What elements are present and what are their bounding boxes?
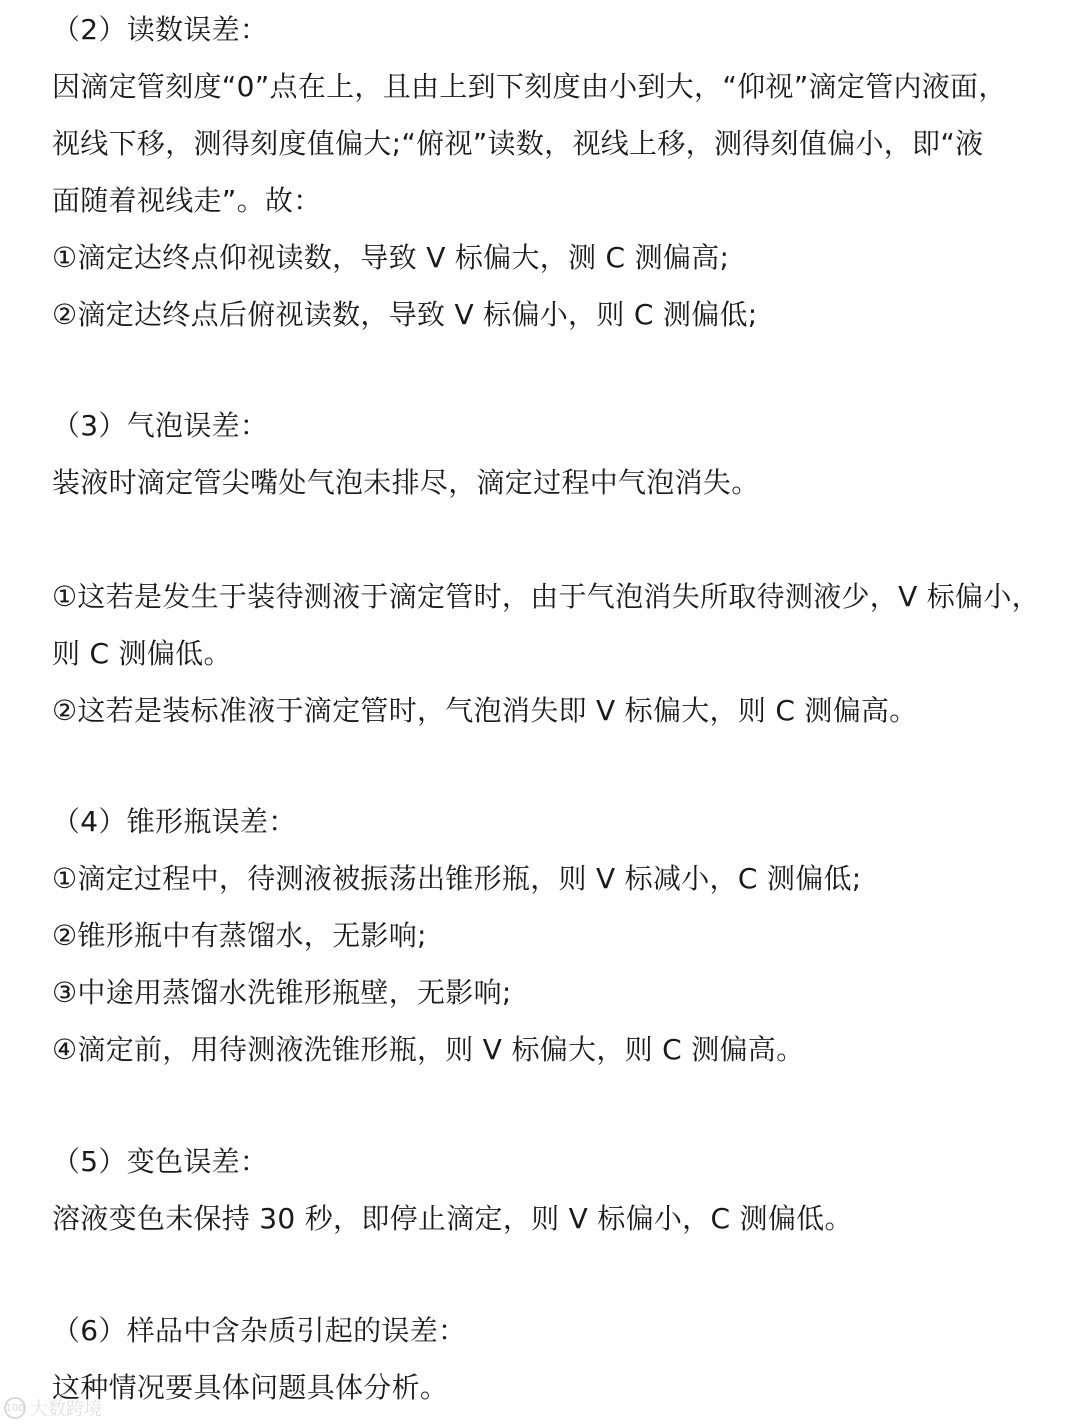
paragraph-line: 视线下移，测得刻度值偏大;“俯视”读数，视线上移，测得刻值偏小，即“液 [52,127,984,160]
list-item: ①这若是发生于装待测液于滴定管时，由于气泡消失所取待测液少，V 标偏小， [52,580,1040,613]
list-item: ②滴定达终点后俯视读数，导致 V 标偏小，则 C 测偏低; [52,298,758,331]
watermark-text: 大数跨境 [30,1399,102,1420]
watermark [4,1395,102,1421]
section-heading-color-change-error: （5）变色误差： [52,1145,269,1178]
section-heading-impurity-error: （6）样品中含杂质引起的误差： [52,1314,467,1347]
list-item: ②这若是装标准液于滴定管时，气泡消失即 V 标偏大，则 C 测偏高。 [52,694,918,727]
watermark-logo-icon: 100 [4,1397,26,1419]
list-item: ①滴定过程中，待测液被振荡出锥形瓶，则 V 标减小，C 测偏低; [52,862,862,895]
list-item-continuation: 则 C 测偏低。 [52,637,232,670]
paragraph-line: 因滴定管刻度“0”点在上，且由上到下刻度由小到大，“仰视”滴定管内液面， [52,70,1007,103]
list-item: ①滴定达终点仰视读数，导致 V 标偏大，测 C 测偏高; [52,241,730,274]
section-heading-flask-error: （4）锥形瓶误差： [52,805,297,838]
list-item: ④滴定前，用待测液洗锥形瓶，则 V 标偏大，则 C 测偏高。 [52,1033,805,1066]
section-heading-bubble-error: （3）气泡误差： [52,409,269,442]
paragraph-line: 这种情况要具体问题具体分析。 [52,1371,449,1404]
list-item: ③中途用蒸馏水洗锥形瓶壁，无影响; [52,976,512,1009]
section-heading-reading-error: （2）读数误差： [52,13,269,46]
paragraph-line: 装液时滴定管尖嘴处气泡未排尽，滴定过程中气泡消失。 [52,466,760,499]
paragraph-line: 溶液变色未保持 30 秒，即停止滴定，则 V 标偏小，C 测偏低。 [52,1202,853,1235]
paragraph-line: 面随着视线走”。故： [52,184,322,217]
list-item: ②锥形瓶中有蒸馏水，无影响; [52,919,427,952]
